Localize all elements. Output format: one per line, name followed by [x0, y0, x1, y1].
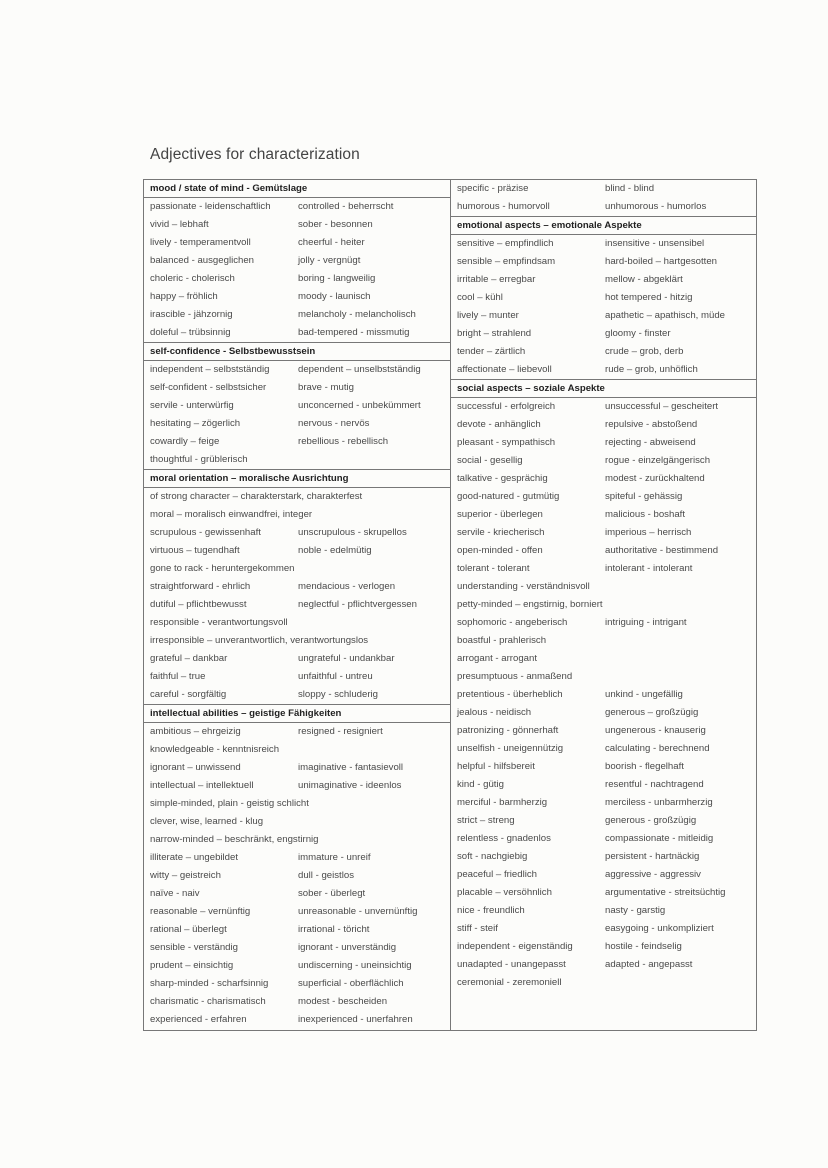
adjective-opposite: persistent - hartnäckig [605, 851, 700, 862]
adjective-entry: sharp-minded - scharfsinnig [150, 978, 269, 989]
adjective-opposite: hostile - feindselig [605, 941, 682, 952]
adjective-entry: nice - freundlich [457, 905, 525, 916]
adjective-entry: rational – überlegt [150, 924, 227, 935]
adjective-entry: pretentious - überheblich [457, 689, 563, 700]
table-row [451, 614, 756, 632]
adjective-opposite: controlled - beherrscht [298, 201, 394, 212]
right-top-rows [451, 179, 756, 216]
adjective-opposite [312, 506, 450, 524]
table-row [451, 470, 756, 488]
adjective-opposite [279, 741, 450, 759]
adjective-opposite: irrational - töricht [298, 924, 370, 935]
table-row [451, 452, 756, 470]
adjective-entry: good-natured - gutmütig [457, 491, 560, 502]
adjective-entry: naïve - naiv [150, 888, 200, 899]
adjective-opposite: nasty - garstig [605, 905, 666, 916]
adjective-entry: independent – selbstständig [150, 364, 270, 375]
adjective-opposite: gloomy - finster [605, 328, 671, 339]
adjective-opposite [362, 488, 450, 506]
adjective-entry: unselfish - uneigennützig [457, 743, 564, 754]
section-heading: moral orientation – moralische Ausrichtung [144, 469, 450, 488]
adjective-entry: devote - anhänglich [457, 419, 541, 430]
adjective-entry: helpful - hilfsbereit [457, 761, 535, 772]
table-row [451, 866, 756, 884]
table-row [451, 398, 756, 416]
adjective-entry: ignorant – unwissend [150, 762, 241, 773]
adjective-entry: of strong character – charakterstark, charakterfest [150, 491, 363, 502]
adjective-opposite: rejecting - abweisend [605, 437, 696, 448]
adjective-opposite: intolerant - intolerant [605, 563, 693, 574]
adjective-entry: pleasant - sympathisch [457, 437, 556, 448]
adjective-entry: jealous - neidisch [457, 707, 532, 718]
adjective-opposite: unkind - ungefällig [605, 689, 683, 700]
adjective-opposite: mendacious - verlogen [298, 581, 396, 592]
adjective-entry: ceremonial - zeremoniell [457, 977, 562, 988]
adjective-opposite: unhumorous - humorlos [605, 201, 707, 212]
adjective-opposite: hard-boiled – hartgesotten [605, 256, 718, 267]
table-row [144, 975, 450, 993]
adjective-opposite: crude – grob, derb [605, 346, 684, 357]
table-row [144, 741, 450, 759]
table-row [144, 198, 450, 216]
table-row [144, 252, 450, 270]
table-row [451, 902, 756, 920]
adjective-opposite: argumentative - streitsüchtig [605, 887, 726, 898]
table-row [144, 433, 450, 451]
adjective-opposite: mellow - abgeklärt [605, 274, 683, 285]
table-row [144, 777, 450, 795]
table-row [144, 993, 450, 1011]
table-row [451, 542, 756, 560]
table-row [144, 795, 450, 813]
table-row [451, 722, 756, 740]
table-row [451, 416, 756, 434]
table-row [144, 939, 450, 957]
adjective-opposite: imaginative - fantasievoll [298, 762, 404, 773]
adjective-opposite: intriguing - intrigant [605, 617, 687, 628]
table-row [451, 920, 756, 938]
adjective-opposite: merciless - unbarmherzig [605, 797, 713, 808]
adjective-opposite: calculating - berechnend [605, 743, 710, 754]
adjective-entry: servile - unterwürfig [150, 400, 234, 411]
adjective-opposite: superficial - oberflächlich [298, 978, 404, 989]
adjective-entry: irritable – erregbar [457, 274, 536, 285]
adjective-opposite: modest - bescheiden [298, 996, 388, 1007]
adjective-table [143, 179, 757, 1031]
table-row [451, 884, 756, 902]
adjective-opposite [546, 632, 756, 650]
table-row [144, 867, 450, 885]
table-row [451, 325, 756, 343]
adjective-opposite: immature - unreif [298, 852, 371, 863]
adjective-opposite: repulsive - abstoßend [605, 419, 698, 430]
adjective-entry: virtuous – tugendhaft [150, 545, 240, 556]
adjective-opposite [319, 831, 450, 849]
adjective-opposite [562, 974, 756, 992]
adjective-opposite: jolly - vergnügt [298, 255, 361, 266]
adjective-entry: humorous - humorvoll [457, 201, 550, 212]
adjective-entry: open-minded - offen [457, 545, 543, 556]
adjective-entry: cool – kühl [457, 292, 503, 303]
adjective-entry: vivid – lebhaft [150, 219, 209, 230]
table-row [144, 723, 450, 741]
table-row [144, 451, 450, 469]
table-row [144, 288, 450, 306]
adjective-opposite: unreasonable - unvernünftig [298, 906, 418, 917]
adjective-opposite: undiscerning - uneinsichtig [298, 960, 412, 971]
table-row [451, 506, 756, 524]
adjective-opposite: boring - langweilig [298, 273, 376, 284]
adjective-entry: relentless - gnadenlos [457, 833, 551, 844]
table-row [451, 488, 756, 506]
table-row [144, 596, 450, 614]
adjective-entry: doleful – trübsinnig [150, 327, 231, 338]
table-row [451, 938, 756, 956]
table-row [144, 488, 450, 506]
adjective-opposite: ungrateful - undankbar [298, 653, 395, 664]
table-row [144, 921, 450, 939]
adjective-entry: strict – streng [457, 815, 515, 826]
table-row [451, 198, 756, 216]
adjective-entry: choleric - cholerisch [150, 273, 235, 284]
adjective-entry: superior - überlegen [457, 509, 543, 520]
adjective-entry: soft - nachgiebig [457, 851, 528, 862]
adjective-opposite [603, 596, 756, 614]
table-row [144, 560, 450, 578]
adjective-entry: independent - eigenständig [457, 941, 573, 952]
section-heading: self-confidence - Selbstbewusstsein [144, 342, 450, 361]
adjective-entry: prudent – einsichtig [150, 960, 234, 971]
adjective-entry: understanding - verständnisvoll [457, 581, 590, 592]
adjective-opposite: insensitive - unsensibel [605, 238, 705, 249]
adjective-entry: specific - präzise [457, 183, 529, 194]
adjective-opposite: cheerful - heiter [298, 237, 365, 248]
table-row [144, 831, 450, 849]
table-row [144, 216, 450, 234]
adjective-opposite: rogue - einzelgängerisch [605, 455, 711, 466]
table-row [451, 974, 756, 992]
adjective-opposite: sober - besonnen [298, 219, 373, 230]
adjective-entry: intellectual – intellektuell [150, 780, 254, 791]
section-heading: social aspects – soziale Aspekte [451, 379, 756, 398]
table-row [451, 289, 756, 307]
adjective-opposite [248, 451, 450, 469]
table-row [144, 885, 450, 903]
adjective-entry: merciful - barmherzig [457, 797, 548, 808]
adjective-opposite: bad-tempered - missmutig [298, 327, 410, 338]
table-row [144, 506, 450, 524]
adjective-entry: tender – zärtlich [457, 346, 526, 357]
adjective-entry: passionate - leidenschaftlich [150, 201, 271, 212]
table-row [451, 776, 756, 794]
adjective-entry: experienced - erfahren [150, 1014, 247, 1025]
adjective-entry: irascible - jähzornig [150, 309, 233, 320]
table-row [144, 324, 450, 342]
adjective-opposite: aggressive - aggressiv [605, 869, 701, 880]
adjective-opposite: brave - mutig [298, 382, 354, 393]
table-row [451, 794, 756, 812]
table-row [144, 903, 450, 921]
table-row [144, 524, 450, 542]
adjective-opposite: easygoing - unkompliziert [605, 923, 714, 934]
adjective-entry: placable – versöhnlich [457, 887, 552, 898]
adjective-entry: faithful – true [150, 671, 206, 682]
adjective-opposite: unfaithful - untreu [298, 671, 373, 682]
table-row [144, 1011, 450, 1029]
adjective-entry: social - gesellig [457, 455, 523, 466]
table-row [451, 686, 756, 704]
adjective-opposite: ignorant - unverständig [298, 942, 397, 953]
left-column [143, 179, 450, 1031]
adjective-entry: arrogant - arrogant [457, 653, 537, 664]
table-row [144, 668, 450, 686]
table-row [451, 560, 756, 578]
adjective-opposite: inexperienced - unerfahren [298, 1014, 413, 1025]
adjective-entry: stiff - steif [457, 923, 498, 934]
table-row [451, 253, 756, 271]
table-row [451, 812, 756, 830]
adjective-entry: happy – fröhlich [150, 291, 218, 302]
adjective-opposite: unimaginative - ideenlos [298, 780, 402, 791]
adjective-opposite: resigned - resigniert [298, 726, 383, 737]
section-heading: emotional aspects – emotionale Aspekte [451, 216, 756, 235]
adjective-entry: sophomoric - angeberisch [457, 617, 568, 628]
adjective-opposite: rebellious - rebellisch [298, 436, 389, 447]
adjective-opposite [537, 650, 756, 668]
adjective-opposite: rude – grob, unhöflich [605, 364, 698, 375]
adjective-opposite: modest - zurückhaltend [605, 473, 705, 484]
adjective-entry: irresponsible – unverantwortlich, verantwortungslos [150, 635, 369, 646]
adjective-entry: lively - temperamentvoll [150, 237, 251, 248]
adjective-opposite: boorish - flegelhaft [605, 761, 684, 772]
table-row [451, 704, 756, 722]
adjective-entry: witty – geistreich [150, 870, 221, 881]
adjective-opposite: moody - launisch [298, 291, 371, 302]
adjective-opposite [263, 813, 450, 831]
adjective-entry: grateful – dankbar [150, 653, 228, 664]
adjective-opposite: unscrupulous - skrupellos [298, 527, 407, 538]
adjective-entry: sensible - verständig [150, 942, 238, 953]
table-row [451, 271, 756, 289]
right-column [450, 179, 757, 1031]
table-row [144, 397, 450, 415]
adjective-entry: affectionate – liebevoll [457, 364, 552, 375]
adjective-opposite: apathetic – apathisch, müde [605, 310, 726, 321]
adjective-entry: sensitive – empfindlich [457, 238, 554, 249]
adjective-entry: illiterate – ungebildet [150, 852, 239, 863]
table-row [451, 578, 756, 596]
section-heading: mood / state of mind - Gemütslage [144, 180, 450, 198]
adjective-entry: bright – strahlend [457, 328, 532, 339]
adjective-entry: presumptuous - anmaßend [457, 671, 573, 682]
adjective-entry: peaceful – friedlich [457, 869, 537, 880]
page-title: Adjectives for characterization [150, 146, 360, 163]
adjective-entry: kind - gütig [457, 779, 504, 790]
adjective-opposite: authoritative - bestimmend [605, 545, 719, 556]
adjective-entry: balanced - ausgeglichen [150, 255, 255, 266]
adjective-opposite: melancholy - melancholisch [298, 309, 416, 320]
adjective-opposite: hot tempered - hitzig [605, 292, 693, 303]
table-row [144, 234, 450, 252]
adjective-opposite [288, 614, 450, 632]
table-row [451, 596, 756, 614]
adjective-opposite: noble - edelmütig [298, 545, 372, 556]
adjective-opposite: spiteful - gehässig [605, 491, 683, 502]
table-row [451, 307, 756, 325]
table-row [144, 849, 450, 867]
adjective-opposite [590, 578, 756, 596]
adjective-opposite: resentful - nachtragend [605, 779, 704, 790]
adjective-entry: petty-minded – engstirnig, borniert [457, 599, 603, 610]
adjective-entry: patronizing - gönnerhaft [457, 725, 559, 736]
section-heading: intellectual abilities – geistige Fähigkeiten [144, 704, 450, 723]
adjective-entry: cowardly – feige [150, 436, 220, 447]
adjective-entry: clever, wise, learned - klug [150, 816, 264, 827]
adjective-entry: ambitious – ehrgeizig [150, 726, 241, 737]
adjective-opposite [295, 560, 450, 578]
table-row [144, 270, 450, 288]
adjective-entry: careful - sorgfältig [150, 689, 227, 700]
adjective-entry: boastful - prahlerisch [457, 635, 547, 646]
adjective-entry: hesitating – zögerlich [150, 418, 241, 429]
table-row [451, 361, 756, 379]
adjective-entry: narrow-minded – beschränkt, engstirnig [150, 834, 319, 845]
table-row [451, 434, 756, 452]
adjective-entry: gone to rack - heruntergekommen [150, 563, 295, 574]
adjective-opposite: ungenerous - knauserig [605, 725, 706, 736]
adjective-entry: scrupulous - gewissenhaft [150, 527, 261, 538]
table-row [451, 632, 756, 650]
adjective-entry: simple-minded, plain - geistig schlicht [150, 798, 309, 809]
table-row [451, 235, 756, 253]
adjective-opposite: sober - überlegt [298, 888, 366, 899]
adjective-entry: successful - erfolgreich [457, 401, 556, 412]
table-row [144, 759, 450, 777]
adjective-entry: knowledgeable - kenntnisreich [150, 744, 280, 755]
adjective-entry: self-confident - selbstsicher [150, 382, 267, 393]
adjective-opposite: compassionate - mitleidig [605, 833, 714, 844]
adjective-opposite: adapted - angepasst [605, 959, 693, 970]
adjective-opposite: malicious - boshaft [605, 509, 685, 520]
adjective-entry: servile - kriecherisch [457, 527, 545, 538]
table-row [451, 180, 756, 198]
adjective-opposite: sloppy - schluderig [298, 689, 378, 700]
table-row [144, 632, 450, 650]
adjective-opposite: generous – großzügig [605, 707, 699, 718]
table-row [144, 361, 450, 379]
table-row [144, 957, 450, 975]
table-row [451, 956, 756, 974]
adjective-entry: reasonable – vernünftig [150, 906, 251, 917]
adjective-entry: moral – moralisch einwandfrei, integer [150, 509, 313, 520]
adjective-opposite [309, 795, 450, 813]
adjective-entry: tolerant - tolerant [457, 563, 530, 574]
table-row [144, 686, 450, 704]
table-row [451, 740, 756, 758]
table-row [144, 813, 450, 831]
table-row [451, 830, 756, 848]
table-row [451, 650, 756, 668]
table-row [144, 306, 450, 324]
adjective-entry: straightforward - ehrlich [150, 581, 251, 592]
table-row [451, 668, 756, 686]
adjective-entry: talkative - gesprächig [457, 473, 548, 484]
adjective-opposite [572, 668, 756, 686]
table-row [144, 650, 450, 668]
adjective-opposite: imperious – herrisch [605, 527, 692, 538]
table-row [144, 578, 450, 596]
adjective-opposite: generous - großzügig [605, 815, 697, 826]
adjective-entry: lively – munter [457, 310, 519, 321]
table-row [144, 542, 450, 560]
adjective-entry: charismatic - charismatisch [150, 996, 266, 1007]
adjective-entry: thoughtful - grüblerisch [150, 454, 248, 465]
adjective-opposite: unsuccessful – gescheitert [605, 401, 719, 412]
adjective-entry: unadapted - unangepasst [457, 959, 566, 970]
adjective-entry: dutiful – pflichtbewusst [150, 599, 247, 610]
table-row [144, 379, 450, 397]
table-row [451, 524, 756, 542]
table-row [144, 614, 450, 632]
adjective-entry: responsible - verantwortungsvoll [150, 617, 288, 628]
adjective-opposite: nervous - nervös [298, 418, 370, 429]
adjective-entry: sensible – empfindsam [457, 256, 556, 267]
adjective-opposite: blind - blind [605, 183, 655, 194]
table-row [451, 848, 756, 866]
table-row [451, 758, 756, 776]
adjective-opposite: dependent – unselbstständig [298, 364, 421, 375]
adjective-opposite: neglectful - pflichtvergessen [298, 599, 417, 610]
adjective-opposite: unconcerned - unbekümmert [298, 400, 421, 411]
adjective-opposite: dull - geistlos [298, 870, 354, 881]
table-row [451, 343, 756, 361]
table-row [144, 415, 450, 433]
adjective-opposite [368, 632, 450, 650]
